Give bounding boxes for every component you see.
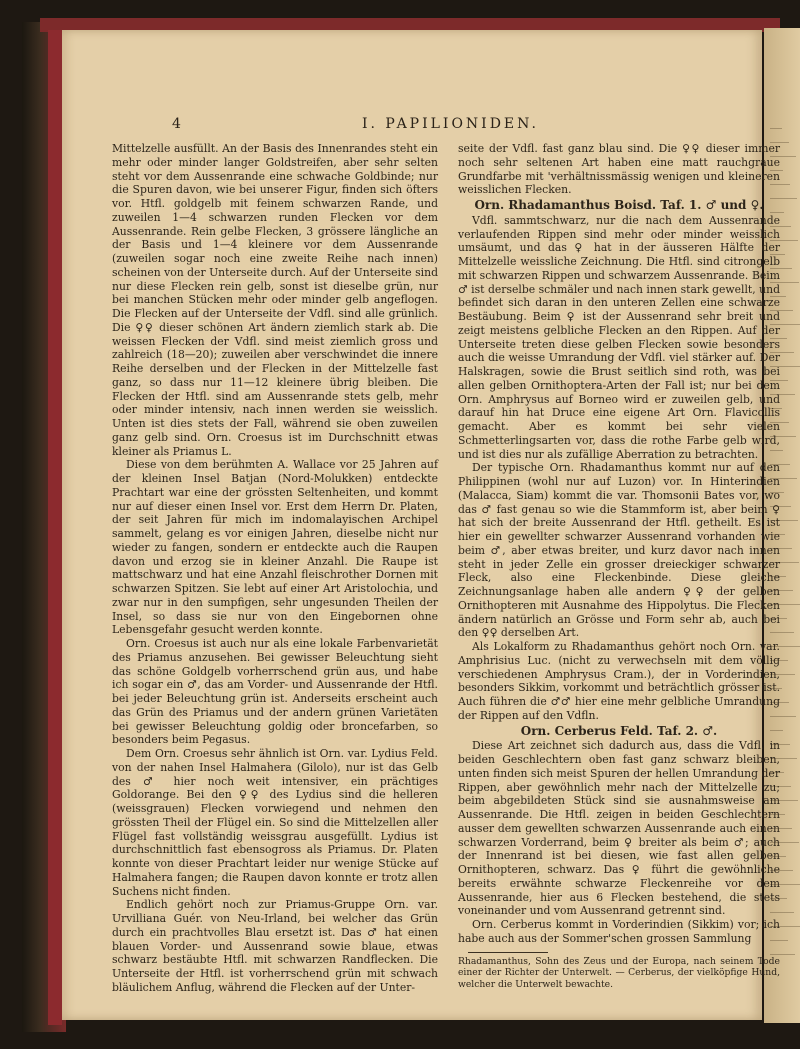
paragraph: Mittelzelle ausfüllt. An der Basis des Innenrandes steht ein mehr oder minder langer Goldstreifen, aber sehr selten steht vor dem Aussenrande eine schwache Goldbinde; nur die Spuren davon, wie bei unserer Figur, finden sich öfters vor. Htfl. goldgelb mit feinem schwarzen Rande, und zuweilen 1—4 schwarzen runden Flecken vor dem Aussenrande. Rein gelbe Flecken, 3 grössere längliche an der Basis und 1—4 kleinere vor dem Aussenrande (zuweilen sogar noch eine zweite Reihe nach innen) scheinen von der Unterseite durch. Auf der Unterseite sind nur diese Flecken rein gelb, sonst ist dieselbe grün, nur bei manchen Stücken mehr oder minder gelb angeflogen. Die Flecken auf der Unterseite der Vdfl. sind alle grünlich. Die ♀♀ dieser schönen Art ändern ziemlich stark ab. Die weissen Flecken der Vdfl. sind meist ziemlich gross und zahlreich (18—20); zuweilen aber verschwindet die innere Reihe derselben und der Flecken in der Mittelzelle fast ganz, so dass nur 11—12 kleinere übrig bleiben. Die Flecken der Htfl. sind am Aussenrande stets gelb, mehr oder minder intensiv, nach innen werden sie weisslich. Unten ist dies stets der Fall, während sie oben zuweilen ganz gelb sind. Orn. Croesus ist im Durchschnitt etwas kleiner als Priamus L. <box>112 142 438 458</box>
paragraph: Dem Orn. Croesus sehr ähnlich ist Orn. var. Lydius Feld. von der nahen Insel Halmahera (Gilolo), nur ist das Gelb des ♂ hier noch weit intensiver, ein prächtiges Goldorange. Bei den ♀♀ des Lydius sind die helleren (weissgrauen) Flecken vorwiegend und nehmen den grössten Theil der Flügel ein. So sind die Mittelzellen aller Flügel fast vollständig weissgrau ausgefüllt. Lydius ist durchschnittlich fast ebensogross als Priamus. Dr. Platen konnte von dieser Prachtart leider nur wenige Stücke auf Halmahera fangen; die Raupen davon konnte er trotz allen Suchens nicht finden. <box>112 747 438 898</box>
paragraph: Diese von dem berühmten A. Wallace vor 25 Jahren auf der kleinen Insel Batjan (Nord-Molukken) entdeckte Prachtart war eine der grössten Seltenheiten, und kommt nur auf dieser einen Insel vor. Erst dem Herrn Dr. Platen, der seit Jahren für mich im indomalayischen Archipel sammelt, gelang es vor einigen Jahren, dieselbe nicht nur wieder zu fangen, sondern er entdeckte auch die Raupen davon und erzog sie in kleiner Anzahl. Die Raupe ist mattschwarz und hat eine Anzahl fleischrother Dornen mit schwarzen Spitzen. Sie lebt auf einer Art Aristolochia, und zwar nur in den sumpfigen, sehr ungesunden Theilen der Insel, so dass sie nur von den Eingebornen ohne Lebensgefahr gesucht werden konnte. <box>112 458 438 637</box>
paragraph: Der typische Orn. Rhadamanthus kommt nur auf den Philippinen (wohl nur auf Luzon) vor. In Hinterindien (Malacca, Siam) kommt die var. Thomsonii Bates vor, wo das ♂ fast genau so wie die Stammform ist, aber beim ♀ hat sich der breite Aussenrand der Htfl. getheilt. Es ist hier ein gewellter schwarzer Aussenrand vorhanden wie beim ♂, aber etwas breiter, und kurz davor nach innen steht in jeder Zelle ein grosser dreieckiger schwarzer Fleck, also eine Fleckenbinde. Diese gleiche Zeichnungsanlage haben alle andern ♀♀ der gelben Ornithopteren mit Ausnahme des Hippolytus. Die Flecken ändern natürlich an Grösse und Form sehr ab, auch bei den ♀♀ derselben Art. <box>458 461 780 640</box>
book-binding-red-edge <box>48 30 62 1025</box>
species-heading: Orn. Cerberus Feld. Taf. 2. ♂. <box>520 723 718 738</box>
left-column <box>112 142 438 995</box>
paragraph: Endlich gehört noch zur Priamus-Gruppe Orn. var. Urvilliana Guér. von Neu-Irland, bei welcher das Grün durch ein prachtvolles Blau ersetzt ist. Das ♂ hat einen blauen Vorder- und Aussenrand sowie blaue, etwas schwarz bestäubte Htfl. mit schwarzen Randflecken. Die Unterseite der Htfl. ist vorherrschend grün mit schwach bläulichem Anflug, während die Flecken auf der Unter- <box>112 898 438 994</box>
right-column <box>458 142 780 990</box>
paragraph: Vdfl. sammtschwarz, nur die nach dem Aussenrande verlaufenden Rippen sind mehr oder minder weisslich umsäumt, und das ♀ hat in der äusseren Hälfte der Mittelzelle weissliche Zeichnung. Die Htfl. sind citrongelb mit schwarzen Rippen und schwarzem Aussenrande. Beim ♂ ist derselbe schmäler und nach innen stark gewellt, und befindet sich daran in den unteren Zellen eine schwarze Bestäubung. Beim ♀ ist der Aussenrand sehr breit und zeigt meistens gelbliche Flecken an den Rippen. Auf der Unterseite treten diese gelben Flecken sowie besonders auch die weisse Umrandung der Vdfl. viel stärker auf. Der Halskragen, sowie die Brust seitlich sind roth, was bei allen gelben Ornithoptera-Arten der Fall ist; nur bei dem Orn. Amphrysus auf Borneo wird er zuweilen gelb, und darauf hin hat Druce eine eigene Art Orn. Flavicollis gemacht. Aber es kommt bei sehr vielen Schmetterlingsarten vor, dass die rothe Farbe gelb wird, und ist dies nur als zufällige Aberration zu betrachten. <box>458 213 780 461</box>
species-heading: Orn. Rhadamanthus Boisd. Taf. 1. ♂ und ♀. <box>474 198 764 212</box>
running-head: I. PAPILIONIDEN. <box>362 116 539 132</box>
paragraph: seite der Vdfl. fast ganz blau sind. Die ♀♀ dieser immer noch sehr seltenen Art haben eine matt rauchgraue Grundfarbe mit 'verhältnissmässig wenigen und kleineren weisslichen Flecken. <box>458 142 780 197</box>
paragraph: Als Lokalform zu Rhadamanthus gehört noch Orn. var. Amphrisius Luc. (nicht zu verwechseln mit dem völlig verschiedenen Amphrysus Cram.), der in Vorderindien, besonders Sikkim, vorkommt und beträchtlich grösser ist. Auch führen die ♂♂ hier eine mehr gelbliche Umrandung der Rippen auf den Vdfln. <box>458 640 780 722</box>
paragraph: Diese Art zeichnet sich dadurch aus, dass die Vdfl. in beiden Geschlechtern oben fast ganz schwarz bleiben, unten finden sich meist Spuren der hellen Umrandung der Rippen, aber gewöhnlich mehr nach der Mittelzelle zu; beim abgebildeten Stück sind sie ausnahmsweise am Aussenrande. Die Htfl. zeigen in beiden Geschlechtern ausser dem gewellten schwarzen Aussenrande auch einen schwarzen Vorderrand, beim ♀ breiter als beim ♂; auch der Innenrand ist bei diesen, wie fast allen gelben Ornithopteren, schwarz. Das ♀ führt die gewöhnliche bereits erwähnte schwarze Fleckenreihe vor dem Aussenrande, hier aus 6 Flecken bestehend, die stets voneinander und vom Aussenrand getrennt sind. <box>458 739 780 918</box>
footnote: Rhadamanthus, Sohn des Zeus und der Europa, nach seinem Tode einer der Richter der Unterwelt. — Cerberus, der vielköpfige Hund, welcher die Unterwelt bewachte. <box>458 955 780 990</box>
page-header <box>62 116 762 136</box>
paragraph: Orn. Croesus ist auch nur als eine lokale Farbenvarietät des Priamus anzusehen. Bei gewisser Beleuchtung sieht das schöne Goldgelb vorherrschend grün aus, und habe ich sogar ein ♂, das am Vorder- und Aussenrande der Htfl. bei jeder Beleuchtung grün ist. Anderseits erscheint auch das Grün des Priamus und der andern grünen Varietäten bei gewisser Beleuchtung goldig oder broncefarben, so besonders beim Pegasus. <box>112 637 438 747</box>
adjacent-page-text-line <box>770 128 782 129</box>
page-number: 4 <box>172 116 181 132</box>
paragraph: Orn. Cerberus kommt in Vorderindien (Sikkim) vor; ich habe auch aus der Sommer'schen grossen Sammlung <box>458 918 780 945</box>
footnote-rule <box>468 952 548 953</box>
